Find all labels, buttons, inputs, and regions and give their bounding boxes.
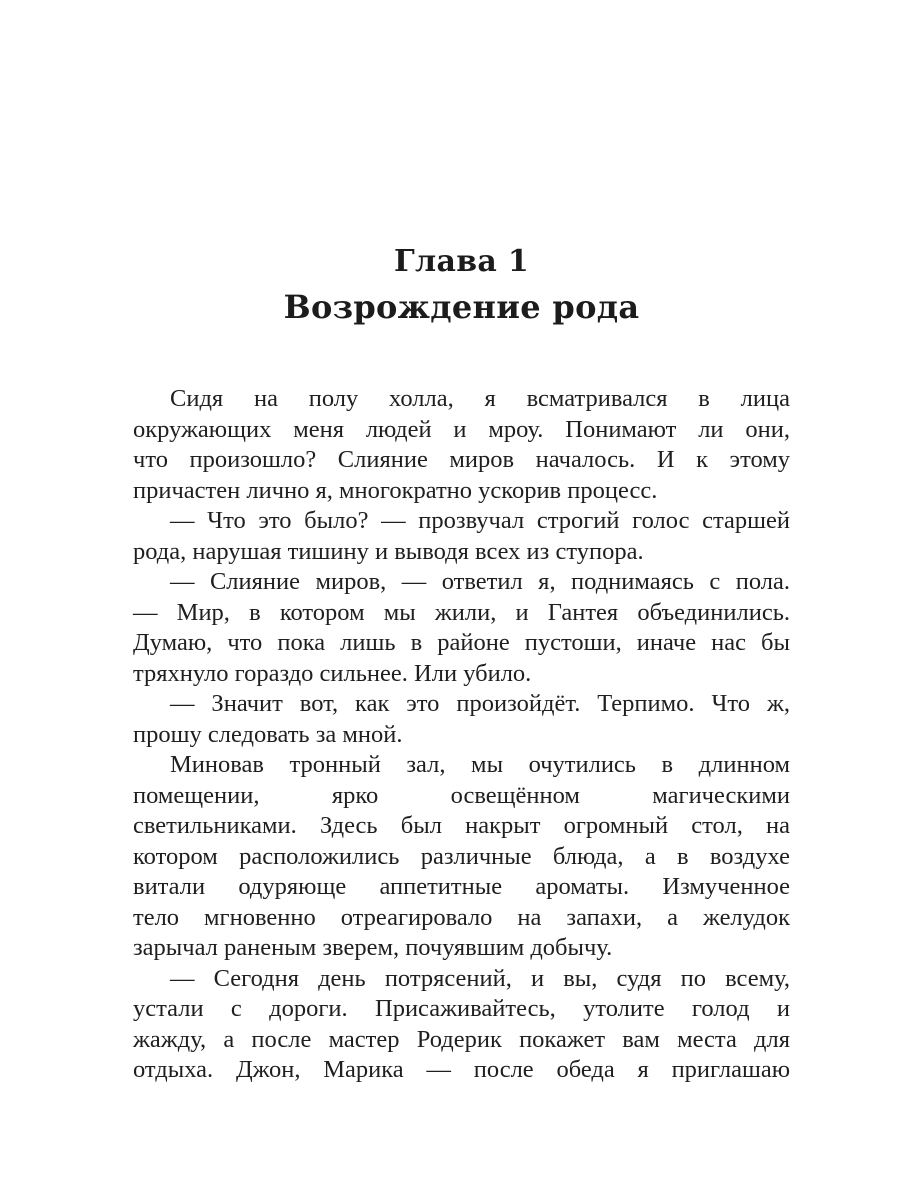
text-line: устали с дороги. Присаживайтесь, утолите голод и	[133, 995, 790, 1022]
text-line: помещении, ярко освещённом магическими	[133, 781, 790, 809]
paragraph	[133, 567, 790, 689]
text-line: — Мир, в котором мы жили, и Гантея объединились.	[133, 598, 790, 626]
text-line: прошу следовать за мной.	[133, 720, 403, 748]
chapter-subtitle: Возрождение рода	[283, 288, 640, 326]
text-line: — Слияние миров, — ответил я, поднимаясь с пола.	[170, 568, 790, 595]
text-line: Сидя на полу холла, я всматривался в лица	[170, 385, 790, 412]
text-line: причастен лично я, многократно ускорив процесс.	[133, 476, 658, 504]
text-line: зарычал раненым зверем, почуявшим добычу.	[133, 934, 613, 961]
text-line: отдыха. Джон, Марика — после обеда я приглашаю	[133, 1056, 790, 1083]
paragraph	[133, 384, 790, 506]
text-line: — Что это было? — прозвучал строгий голос старшей	[170, 507, 790, 534]
body-text	[133, 384, 790, 1086]
chapter-heading: Глава 1	[393, 244, 529, 279]
text-line: окружающих меня людей и мроу. Понимают ли они,	[133, 415, 790, 443]
page-content	[133, 0, 790, 1086]
text-line: тело мгновенно отреагировало на запахи, а желудок	[133, 903, 790, 931]
text-line: светильниками. Здесь был накрыт огромный стол, на	[133, 812, 790, 839]
text-line: — Значит вот, как это произойдёт. Терпимо. Что ж,	[170, 690, 790, 717]
text-line: Думаю, что пока лишь в районе пустоши, иначе нас бы	[133, 629, 790, 656]
text-line: Миновав тронный зал, мы очутились в длинном	[170, 751, 790, 778]
paragraph	[133, 506, 790, 567]
paragraph	[133, 964, 790, 1086]
text-line: что произошло? Слияние миров началось. И к этому	[133, 446, 790, 473]
text-line: витали одуряюще аппетитные ароматы. Измученное	[133, 873, 790, 900]
text-line: жажду, а после мастер Родерик покажет вам места для	[133, 1025, 790, 1053]
text-line: котором расположились различные блюда, а в воздухе	[133, 842, 790, 870]
text-line: рода, нарушая тишину и выводя всех из ступора.	[133, 537, 644, 565]
text-line: тряхнуло гораздо сильнее. Или убило.	[133, 659, 532, 687]
paragraph	[133, 750, 790, 964]
text-line: — Сегодня день потрясений, и вы, судя по всему,	[170, 964, 790, 992]
paragraph	[133, 689, 790, 750]
